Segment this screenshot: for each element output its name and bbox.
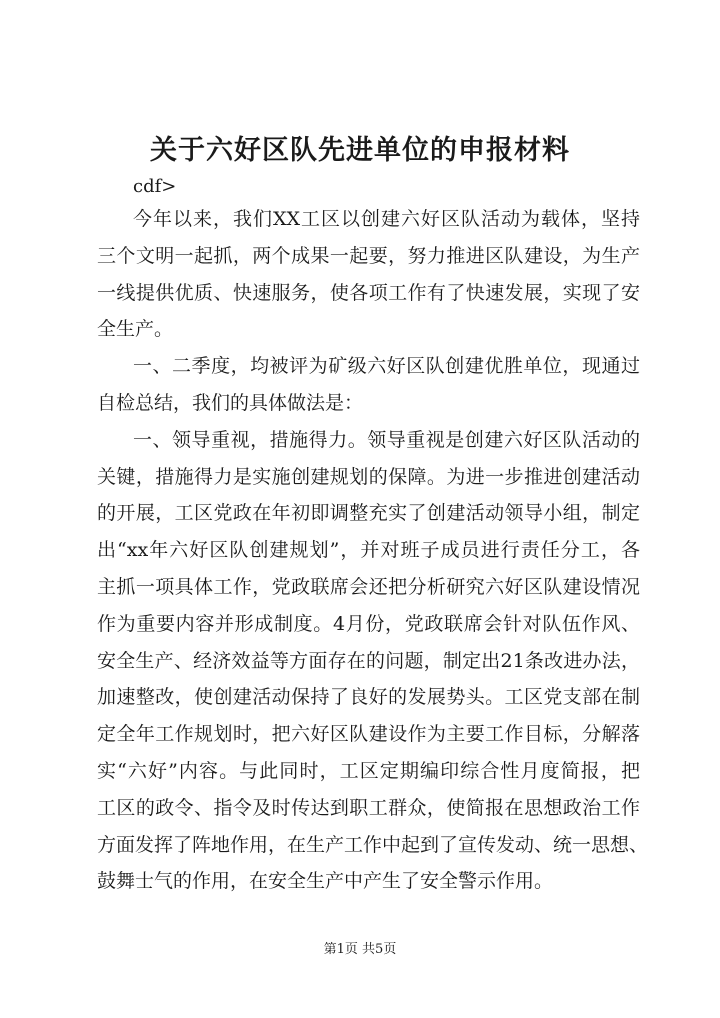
paragraph-line: 方面发挥了阵地作用，在生产工作中起到了宣传发动、统一思想、 <box>97 833 649 856</box>
paragraph-line: 今年以来，我们XX工区以创建六好区队活动为载体，坚持 <box>133 208 640 230</box>
paragraph-line: 定全年工作规划时，把六好区队建设作为主要工作目标，分解落 <box>97 723 640 746</box>
paragraph-line: 一、领导重视，措施得力。领导重视是创建六好区队活动的 <box>133 428 640 451</box>
paragraph-line: 作为重要内容并形成制度。4月份，党政联席会针对队伍作风、 <box>97 612 640 635</box>
paragraph-line: 全生产。 <box>97 318 174 341</box>
paragraph-line: 一、二季度，均被评为矿级六好区队创建优胜单位，现通过 <box>133 355 640 378</box>
paragraph-line: 自检总结，我们的具体做法是： <box>97 391 364 414</box>
paragraph-line: 主抓一项具体工作，党政联席会还把分析研究六好区队建设情况 <box>97 575 640 598</box>
document-title: 关于六好区队先进单位的申报材料 <box>150 135 570 166</box>
paragraph-line: 的开展，工区党政在年初即调整充实了创建活动领导小组，制定 <box>97 502 640 525</box>
paragraph-line: 实“六好”内容。与此同时，工区定期编印综合性月度简报，把 <box>97 759 640 782</box>
paragraph-line: 安全生产、经济效益等方面存在的问题，制定出21条改进办法， <box>97 649 640 672</box>
paragraph-line: 出“xx年六好区队创建规划”，并对班子成员进行责任分工，各 <box>97 539 640 562</box>
paragraph-line: 加速整改，使创建活动保持了良好的发展势头。工区党支部在制 <box>97 686 640 709</box>
meta-line: cdf> <box>133 176 177 197</box>
document-body <box>97 201 649 900</box>
page-footer: 第1页 共5页 <box>323 942 397 957</box>
paragraph-line: 工区的政令、指令及时传达到职工群众，使简报在思想政治工作 <box>97 796 640 819</box>
paragraph-line: 一线提供优质、快速服务，使各项工作有了快速发展，实现了安 <box>97 281 640 304</box>
paragraph-line: 三个文明一起抓，两个成果一起要，努力推进区队建设，为生产 <box>97 244 640 267</box>
paragraph-line: 关键，措施得力是实施创建规划的保障。为进一步推进创建活动 <box>97 465 640 488</box>
paragraph-line: 鼓舞士气的作用，在安全生产中产生了安全警示作用。 <box>97 870 554 893</box>
